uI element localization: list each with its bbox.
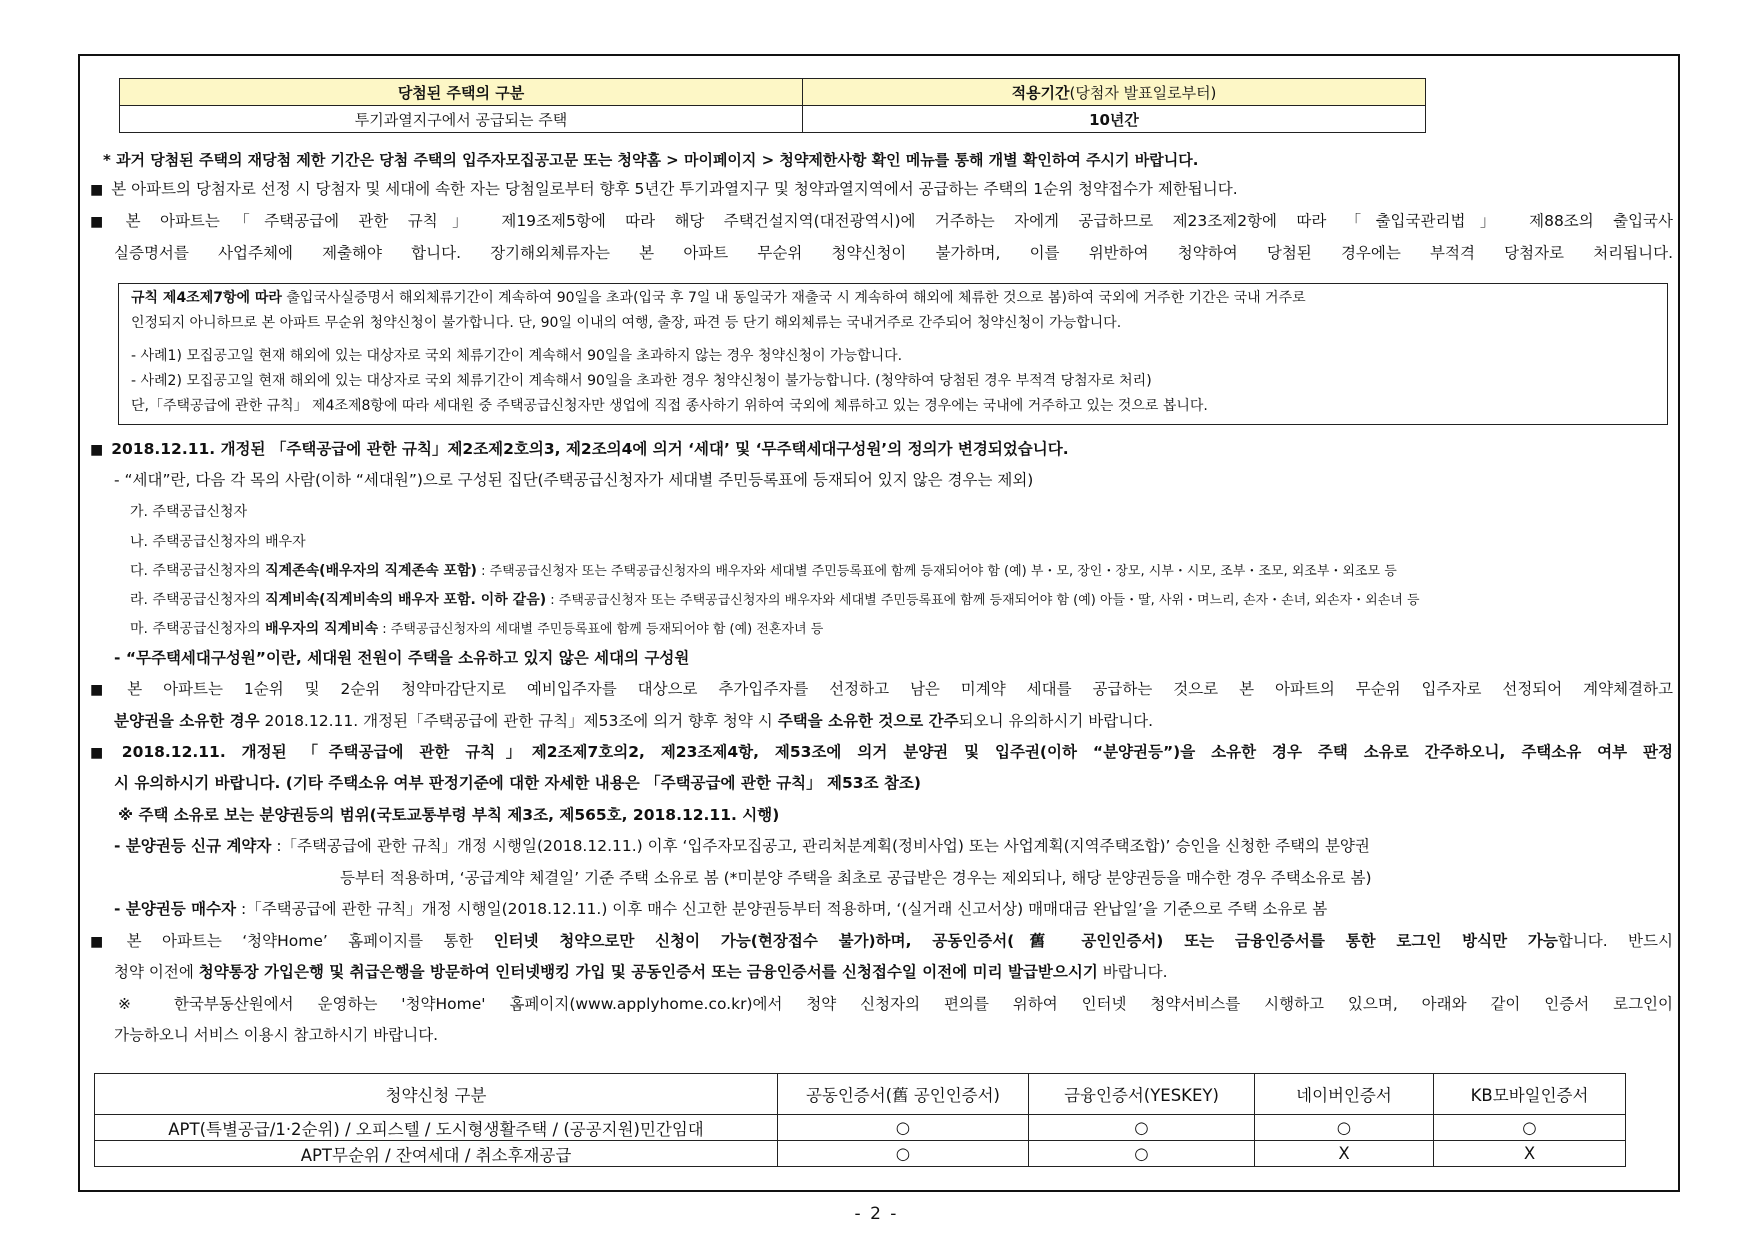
table-cell: APT무순위 / 잔여세대 / 취소후재공급 bbox=[95, 1141, 778, 1167]
table-header: 적용기간(당첨자 발표일로부터) bbox=[803, 79, 1426, 106]
bullet-paragraph: ■ 본 아파트는 1순위 및 2순위 청약마감단지로 예비입주자를 대상으로 추가입주자를 선정하고 남은 미계약 세대를 공급하는 것으로 본 아파트의 무순위 입주자로 선정되어 계약체결하고 bbox=[90, 680, 1673, 698]
box-line: 단,「주택공급에 관한 규칙」 제4조제8항에 따라 세대원 중 주택공급신청자만 생업에 직접 종사하기 위하여 국외에 체류하고 있는 경우에는 국내에 거주하고 있는 것으로 봅니다. bbox=[131, 398, 1208, 414]
table-header: 청약신청 구분 bbox=[95, 1074, 778, 1115]
star-note: * 과거 당첨된 주택의 재당첨 제한 기간은 당첨 주택의 입주자모집공고문 또는 청약홈 > 마이페이지 > 청약제한사항 확인 메뉴를 통해 개별 확인하여 주시기 바랍니다. bbox=[103, 151, 1199, 169]
notice-box bbox=[118, 283, 1668, 425]
bullet-paragraph: ■ 본 아파트의 당첨자로 선정 시 당첨자 및 세대에 속한 자는 당첨일로부터 향후 5년간 투기과열지구 및 청약과열지역에서 공급하는 주택의 1순위 청약접수가 제한됩니다. bbox=[90, 180, 1238, 198]
scope-note: ※ 주택 소유로 보는 분양권등의 범위(국토교통부령 부칙 제3조, 제565호, 2018.12.11. 시행) bbox=[118, 806, 780, 824]
list-item: 라. 주택공급신청자의 직계비속(직계비속의 배우자 포함. 이하 같음) : 주택공급신청자 또는 주택공급신청자의 배우자와 세대별 주민등록표에 함께 등재되어야 함 (예) 아들・딸, 사위・며느리, 손자・손녀, 외손자・외손녀 등 bbox=[130, 592, 1420, 608]
bullet-paragraph: ■ 본 아파트는「주택공급에 관한 규칙」 제19조제5항에 따라 해당 주택건설지역(대전광역시)에 거주하는 자에게 공급하므로 제23조제2항에 따라 「출입국관리법」 제88조의 출입국사 bbox=[90, 212, 1673, 230]
box-line: 인정되지 아니하므로 본 아파트 무순위 청약신청이 불가합니다. 단, 90일 이내의 여행, 출장, 파견 등 단기 해외체류는 국내거주로 간주되어 청약신청이 가능합니다. bbox=[131, 315, 1122, 331]
page-number: - 2 - bbox=[854, 1204, 899, 1224]
table-header: 당첨된 주택의 구분 bbox=[120, 79, 803, 106]
table-cell: APT(특별공급/1·2순위) / 오피스텔 / 도시형생활주택 / (공공지원)민간임대 bbox=[95, 1115, 778, 1141]
table-cell: ○ bbox=[1434, 1115, 1626, 1141]
bullet-paragraph: ■ 2018.12.11. 개정된 「주택공급에 관한 규칙」제2조제2호의3, 제2조의4에 의거 ‘세대’ 및 ‘무주택세대구성원’의 정의가 변경되었습니다. bbox=[90, 440, 1069, 458]
table-cell: ○ bbox=[1029, 1141, 1255, 1167]
paragraph-line: 분양권을 소유한 경우 2018.12.11. 개정된「주택공급에 관한 규칙」제53조에 의거 향후 청약 시 주택을 소유한 것으로 간주되오니 유의하시기 바랍니다. bbox=[114, 712, 1154, 730]
applyhome-note: 가능하오니 서비스 이용시 참고하시기 바랍니다. bbox=[114, 1026, 439, 1044]
table-header: KB모바일인증서 bbox=[1434, 1074, 1626, 1115]
table-cell: X bbox=[1255, 1141, 1434, 1167]
new-contract-line: 등부터 적용하며, ‘공급계약 체결일’ 기준 주택 소유로 봄 (*미분양 주택을 최초로 공급받은 경우는 제외되나, 해당 분양권등을 매수한 경우 주택소유로 봄) bbox=[340, 869, 1372, 887]
nohome-definition: - “무주택세대구성원”이란, 세대원 전원이 주택을 소유하고 있지 않은 세대의 구성원 bbox=[114, 649, 690, 667]
table-cell: ○ bbox=[1029, 1115, 1255, 1141]
list-item: 마. 주택공급신청자의 배우자의 직계비속 : 주택공급신청자의 세대별 주민등록표에 함께 등재되어야 함 (예) 전혼자녀 등 bbox=[130, 621, 824, 637]
applyhome-note: ※ 한국부동산원에서 운영하는 '청약Home' 홈페이지(www.applyhome.co.kr)에서 청약 신청자의 편의를 위하여 인터넷 청약서비스를 시행하고 있으며, 아래와 같이 인증서 로그인이 bbox=[118, 995, 1673, 1013]
table-header: 금융인증서(YESKEY) bbox=[1029, 1074, 1255, 1115]
household-definition: - “세대”란, 다음 각 목의 사람(이하 “세대원”)으로 구성된 집단(주택공급신청자가 세대별 주민등록표에 등재되어 있지 않은 경우는 제외) bbox=[114, 471, 1034, 489]
box-line: - 사례1) 모집공고일 현재 해외에 있는 대상자로 국외 체류기간이 계속해서 90일을 초과하지 않는 경우 청약신청이 가능합니다. bbox=[131, 348, 903, 364]
new-contract-line: - 분양권등 신규 계약자 :「주택공급에 관한 규칙」개정 시행일(2018.12.11.) 이후 ‘입주자모집공고, 관리처분계획(정비사업) 또는 사업계획(지역주택조합)’ 승인을 신청한 주택의 분양권 bbox=[114, 837, 1370, 855]
table-cell: ○ bbox=[1255, 1115, 1434, 1141]
table-cell: X bbox=[1434, 1141, 1626, 1167]
table-row bbox=[95, 1115, 1626, 1141]
paragraph-line: 실증명서를 사업주체에 제출해야 합니다. 장기해외체류자는 본 아파트 무순위 청약신청이 불가하며, 이를 위반하여 청약하여 당첨된 경우에는 부적격 당첨자로 처리됩니다. bbox=[114, 244, 1673, 262]
table-cell: 투기과열지구에서 공급되는 주택 bbox=[120, 106, 803, 133]
table-cell: 10년간 bbox=[803, 106, 1426, 133]
table-cell: ○ bbox=[778, 1141, 1029, 1167]
winning-house-table bbox=[119, 78, 1426, 133]
box-line: 규칙 제4조제7항에 따라 출입국사실증명서 해외체류기간이 계속하여 90일을 초과(입국 후 7일 내 동일국가 재출국 시 계속하여 해외에 체류한 것으로 봄)하여 국외에 거주한 기간은 국내 거주로 bbox=[131, 290, 1306, 306]
list-item: 나. 주택공급신청자의 배우자 bbox=[130, 534, 306, 550]
table-header: 네이버인증서 bbox=[1255, 1074, 1434, 1115]
table-header: 공동인증서(舊 공인인증서) bbox=[778, 1074, 1029, 1115]
paragraph-line: 청약 이전에 청약통장 가입은행 및 취급은행을 방문하여 인터넷뱅킹 가입 및 공동인증서 또는 금융인증서를 신청접수일 이전에 미리 발급받으시기 바랍니다. bbox=[114, 963, 1168, 981]
buyer-line: - 분양권등 매수자 :「주택공급에 관한 규칙」개정 시행일(2018.12.11.) 이후 매수 신고한 분양권등부터 적용하며, ‘(실거래 신고서상) 매매대금 완납일’을 기준으로 주택 소유로 봄 bbox=[114, 900, 1328, 918]
bullet-paragraph: ■ 2018.12.11. 개정된 「주택공급에 관한 규칙」제2조제7호의2, 제23조제4항, 제53조에 의거 분양권 및 입주권(이하 “분양권등”)을 소유한 경우 주택 소유로 간주하오니, 주택소유 여부 판정 bbox=[90, 743, 1673, 761]
box-line: - 사례2) 모집공고일 현재 해외에 있는 대상자로 국외 체류기간이 계속해서 90일을 초과한 경우 청약신청이 불가능합니다. (청약하여 당첨된 경우 부적격 당첨자로 처리) bbox=[131, 373, 1152, 389]
certificate-table bbox=[94, 1073, 1626, 1167]
bullet-paragraph: ■ 본 아파트는 ‘청약Home’ 홈페이지를 통한 인터넷 청약으로만 신청이 가능(현장접수 불가)하며, 공동인증서(舊 공인인증서) 또는 금융인증서를 통한 로그인 방식만 가능합니다. 반드시 bbox=[90, 932, 1673, 950]
table-cell: ○ bbox=[778, 1115, 1029, 1141]
paragraph-line: 시 유의하시기 바랍니다. (기타 주택소유 여부 판정기준에 대한 자세한 내용은 「주택공급에 관한 규칙」 제53조 참조) bbox=[114, 774, 921, 792]
list-item: 가. 주택공급신청자 bbox=[130, 504, 248, 520]
list-item: 다. 주택공급신청자의 직계존속(배우자의 직계존속 포함) : 주택공급신청자 또는 주택공급신청자의 배우자와 세대별 주민등록표에 함께 등재되어야 함 (예) 부・모, 장인・장모, 시부・시모, 조부・조모, 외조부・외조모 등 bbox=[130, 563, 1397, 579]
table-row bbox=[95, 1141, 1626, 1167]
